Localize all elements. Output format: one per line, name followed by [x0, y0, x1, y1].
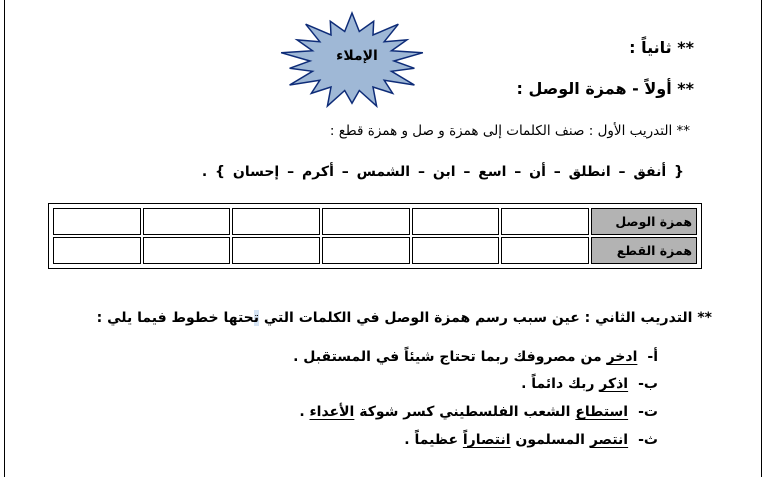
table-cell[interactable]: [232, 237, 320, 264]
classification-table: [48, 203, 702, 269]
underlined-word: استطاع: [575, 404, 629, 420]
row-label-qat: همزة القطع: [591, 237, 697, 264]
burst-title: الإملاء: [336, 48, 378, 64]
underlined-word: اذكر: [599, 376, 629, 392]
table-cell[interactable]: [143, 237, 231, 264]
item-text: عظيماً .: [404, 432, 463, 448]
table-cell[interactable]: [53, 208, 141, 235]
exercise2-highlight: ت: [253, 310, 260, 326]
item-letter: أ-: [647, 349, 658, 365]
item-text: .: [299, 404, 310, 420]
underlined-word: انتصاراً: [462, 432, 511, 448]
table-cell[interactable]: [412, 237, 500, 264]
exercise1-instruction: ** التدريب الأول : صنف الكلمات إلى همزة و صل و همزة قطع :: [329, 123, 690, 139]
item-text: ربك دائماً .: [521, 376, 600, 392]
table-cell[interactable]: [501, 208, 589, 235]
exercise2-text-b: حتها خطوط فيما يلي :: [96, 310, 254, 326]
underlined-word: الأعداء: [309, 404, 355, 420]
item-letter: ث-: [638, 432, 658, 448]
underlined-word: انتصر: [589, 432, 629, 448]
table-row: [53, 208, 697, 235]
item-text: المسلمون: [510, 432, 590, 448]
table-cell[interactable]: [412, 208, 500, 235]
table-cell[interactable]: [322, 208, 410, 235]
item-letter: ت-: [638, 404, 658, 420]
list-item: [404, 432, 658, 448]
table-cell[interactable]: [53, 237, 141, 264]
list-item: [293, 349, 658, 365]
heading-second: ** ثانياً :: [629, 38, 694, 57]
table-cell[interactable]: [501, 237, 589, 264]
table-cell[interactable]: [322, 237, 410, 264]
heading-first: ** أولاً - همزة الوصل :: [516, 79, 694, 98]
exercise2-text-a: ** التدريب الثاني : عين سبب رسم همزة الوصل في الكلمات التي: [259, 310, 712, 326]
underlined-word: ادخر: [606, 349, 638, 365]
item-text: الشعب الفلسطيني كسر شوكة: [354, 404, 576, 420]
row-label-wasl: همزة الوصل: [591, 208, 697, 235]
list-item: [299, 404, 658, 420]
table-cell[interactable]: [143, 208, 231, 235]
table-row: [53, 237, 697, 264]
word-list: { أنفق – انطلق – أن – اسع – ابن – الشمس – أكرم – إحسان } .: [201, 164, 684, 180]
list-item: [521, 376, 658, 392]
exercise2-instruction: [97, 310, 712, 326]
item-letter: ب-: [638, 376, 658, 392]
item-text: من مصروفك ربما تحتاج شيئاً في المستقبل .: [293, 349, 607, 365]
table-cell[interactable]: [232, 208, 320, 235]
